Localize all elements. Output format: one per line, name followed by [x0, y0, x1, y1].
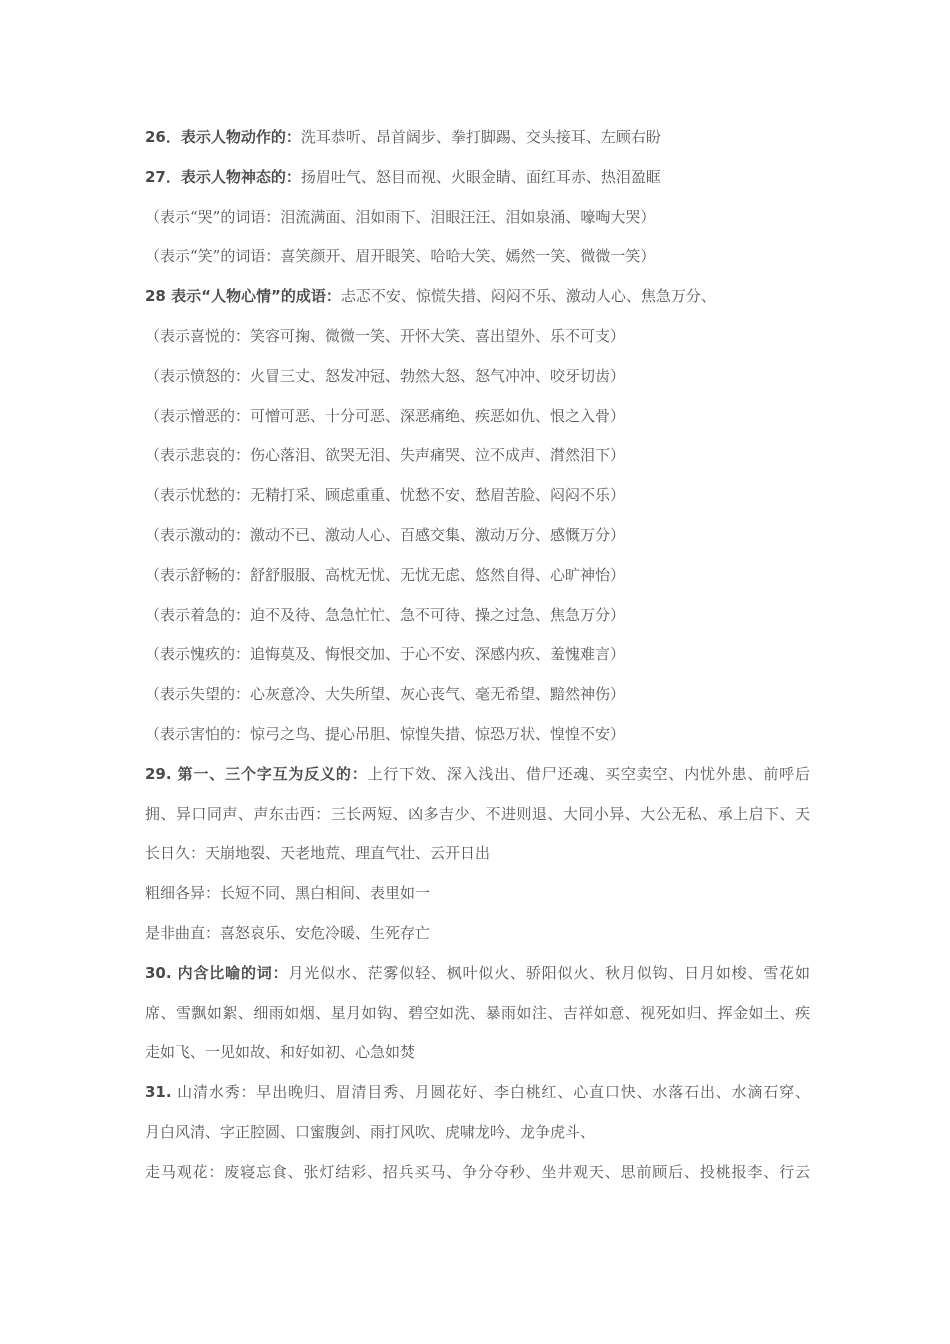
text-line	[145, 357, 810, 397]
line-text: 月光似水、茫雾似轻、枫叶似火、骄阳似火、秋月似钩、日月如梭、雪花如	[288, 963, 810, 982]
text-line-30	[145, 954, 810, 994]
text-line	[145, 476, 810, 516]
line-text: 长日久：天崩地裂、天老地荒、理直气壮、云开日出	[145, 844, 491, 863]
text-line	[145, 516, 810, 556]
text-line	[145, 397, 810, 437]
line-text: （表示失望的：心灰意冷、大失所望、灰心丧气、毫无希望、黯然神伤）	[145, 685, 626, 704]
line-text: 是非曲直：喜怒哀乐、安危冷暖、生死存亡	[145, 923, 431, 942]
heading-27: 27．表示人物神态的：	[145, 167, 301, 186]
line-text: （表示着急的：迫不及待、急急忙忙、急不可待、操之过急、焦急万分）	[145, 605, 626, 624]
text-line	[145, 834, 810, 874]
line-text: 扬眉吐气、怒目而视、火眼金睛、面红耳赤、热泪盈眶	[300, 167, 661, 186]
document-body	[145, 118, 810, 1193]
line-text: （表示忧愁的：无精打采、顾虑重重、忧愁不安、愁眉苦脸、闷闷不乐）	[145, 486, 626, 505]
heading-30: 30. 内含比喻的词：	[145, 963, 289, 982]
line-text: （表示愤怒的：火冒三丈、怒发冲冠、勃然大怒、怒气冲冲、咬牙切齿）	[145, 366, 626, 385]
text-line	[145, 198, 810, 238]
line-text: （表示愧疚的：追悔莫及、悔恨交加、于心不安、深感内疚、羞愧难言）	[145, 645, 626, 664]
text-line	[145, 715, 810, 755]
line-text: 粗细各异：长短不同、黑白相间、表里如一	[145, 884, 431, 903]
line-text: （表示悲哀的：伤心落泪、欲哭无泪、失声痛哭、泣不成声、潸然泪下）	[145, 446, 626, 465]
text-line	[145, 436, 810, 476]
text-line-31	[145, 1073, 810, 1113]
text-line	[145, 556, 810, 596]
text-line	[145, 635, 810, 675]
line-text: （表示喜悦的：笑容可掬、微微一笑、开怀大笑、喜出望外、乐不可支）	[145, 326, 626, 345]
text-line	[145, 874, 810, 914]
line-text: 拥、异口同声、声东击西：三长两短、凶多吉少、不进则退、大同小异、大公无私、承上启下、天	[145, 804, 810, 823]
line-text: （表示“笑”的词语：喜笑颜开、眉开眼笑、哈哈大笑、嫣然一笑、微微一笑）	[145, 247, 656, 266]
line-text: （表示激动的：激动不已、激动人心、百感交集、激动万分、感慨万分）	[145, 525, 626, 544]
text-line-29	[145, 755, 810, 795]
line-text: （表示“哭”的词语：泪流满面、泪如雨下、泪眼汪汪、泪如泉涌、嚎啕大哭）	[145, 207, 656, 226]
text-line	[145, 237, 810, 277]
line-text: （表示憎恶的：可憎可恶、十分可恶、深恶痛绝、疾恶如仇、恨之入骨）	[145, 406, 626, 425]
text-line	[145, 317, 810, 357]
text-line	[145, 675, 810, 715]
text-line	[145, 1153, 810, 1193]
heading-26: 26．表示人物动作的：	[145, 128, 301, 146]
line-text: 席、雪飘如絮、细雨如烟、星月如钩、碧空如洗、暴雨如注、吉祥如意、视死如归、挥金如土、疾	[145, 1003, 810, 1022]
heading-28: 28 表示“人物心情”的成语：	[145, 287, 341, 306]
text-line-28	[145, 277, 810, 317]
heading-29: 29. 第一、三个字互为反义的：	[145, 764, 368, 783]
line-text: 山清水秀：早出晚归、眉清目秀、月圆花好、李白桃红、心直口快、水落石出、水滴石穿、	[171, 1083, 810, 1102]
text-line	[145, 1033, 810, 1073]
line-text: 月白风清、字正腔圆、口蜜腹剑、雨打风吹、虎啸龙吟、龙争虎斗、	[145, 1122, 596, 1141]
text-line-26	[145, 118, 810, 158]
text-line	[145, 795, 810, 835]
text-line-27	[145, 158, 810, 198]
line-text: 走如飞、一见如故、和好如初、心急如焚	[145, 1043, 416, 1062]
line-text: 上行下效、深入浅出、借尸还魂、买空卖空、内忧外患、前呼后	[367, 764, 810, 783]
line-text: 洗耳恭听、昂首阔步、拳打脚踢、交头接耳、左顾右盼	[300, 128, 661, 146]
text-line	[145, 596, 810, 636]
heading-31: 31.	[145, 1083, 172, 1102]
line-text: 走马观花：废寝忘食、张灯结彩、招兵买马、争分夺秒、坐井观天、思前顾后、投桃报李、行云	[145, 1162, 810, 1181]
line-text: 忐忑不安、惊慌失措、闷闷不乐、激动人心、焦急万分、	[340, 287, 716, 306]
line-text: （表示舒畅的：舒舒服服、高枕无忧、无忧无虑、悠然自得、心旷神怡）	[145, 565, 626, 584]
text-line	[145, 914, 810, 954]
text-line	[145, 1113, 810, 1153]
line-text: （表示害怕的：惊弓之鸟、提心吊胆、惊惶失措、惊恐万状、惶惶不安）	[145, 724, 626, 743]
text-line	[145, 994, 810, 1034]
